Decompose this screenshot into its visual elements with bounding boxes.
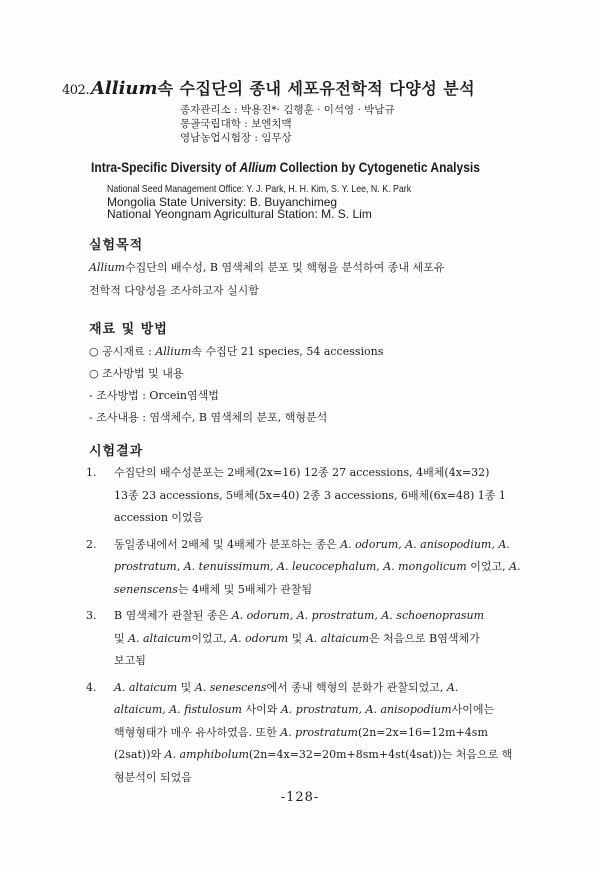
affiliation-line: Mongolia State University: B. Buyanchimeg [107,194,338,209]
list-item: ○ 공시재료 : Allium속 수집단 21 species, 54 accessions [89,345,384,358]
abstract-number: 402. [62,83,89,98]
list-item: ○ 조사방법 및 내용 [89,367,184,380]
english-affiliations [107,183,469,221]
korean-authors [180,103,395,145]
methods-list [89,341,383,429]
result-item-1: 1. 수집단의 배수성분포는 2배체(2x=16) 12종 27 accessions, 4배체(4x=32) 13종 23 accessions, 5배체(5x=40) 2종 3 accessions, 6배체(6x=48) 1종 1 accession 이었음 [86,466,506,524]
list-item: - 조사방법 : Orcein염색법 [89,389,219,402]
methods-heading: 재료 및 방법 [89,322,168,337]
title-genus: Allium [90,78,158,99]
purpose-heading: 실험목적 [89,238,144,253]
result-item-2: 2. 동일종내에서 2배체 및 4배체가 분포하는 종은 A. odorum, A. anisopodium, A. prostratum, A. tenuissimum, A. leucocephalum, A. mongolicum 이었고, A. senenscens는 4배체 및 5배체가 관찰됨 [86,537,521,596]
list-item: - 조사내용 : 염색체수, B 염색체의 분포, 핵형분석 [89,411,328,424]
result-item-3: 3. B 염색체가 관찰된 종은 A. odorum, A. prostratum, A. schoenoprasum 및 A. altaicum이었고, A. odorum 및 A. altaicum은 처음으로 B염색체가 보고됨 [86,609,485,667]
results-list [86,462,526,793]
result-item-4: 4. A. altaicum 및 A. senescens에서 종내 핵형의 분화가 관찰되었고, A. altaicum, A. fistulosum 사이와 A. prostratum, A. anisopodium사이에는 핵형형태가 매우 유사하였음. 또한 A. prostratum(2n=2x=16=12m+4sm (2sat))와 A. amphibolum(2n=4x=32=20m+8sm+4st(4sat))는 처음으로 핵 형분석이 되었음 [86,680,513,784]
affiliation-line: National Yeongnam Agricultural Station: M. S. Lim [107,207,372,221]
title-text: 속 수집단의 종내 세포유전학적 다양성 분석 [157,79,476,98]
english-title: Intra-Specific Diversity of Allium Collection by Cytogenetic Analysis [91,159,480,175]
results-heading: 시험결과 [89,444,144,459]
affiliation-line: National Seed Management Office: Y. J. Park, H. H. Kim, S. Y. Lee, N. K. Park [107,183,412,195]
author-line: 영남농업시험장 : 임무상 [180,132,292,144]
author-line: 몽골국립대학 : 보엔치맥 [180,118,292,130]
document-title [62,76,475,99]
purpose-paragraph: Allium수집단의 배수성, B 염색체의 분포 및 핵형을 분석하여 종내 세포유 전학적 다양성을 조사하고자 실시함 [89,261,445,297]
page-number: -128- [280,790,320,805]
author-line: 종자관리소 : 박용진*· 김행훈 · 이석영 · 박남규 [180,104,395,116]
